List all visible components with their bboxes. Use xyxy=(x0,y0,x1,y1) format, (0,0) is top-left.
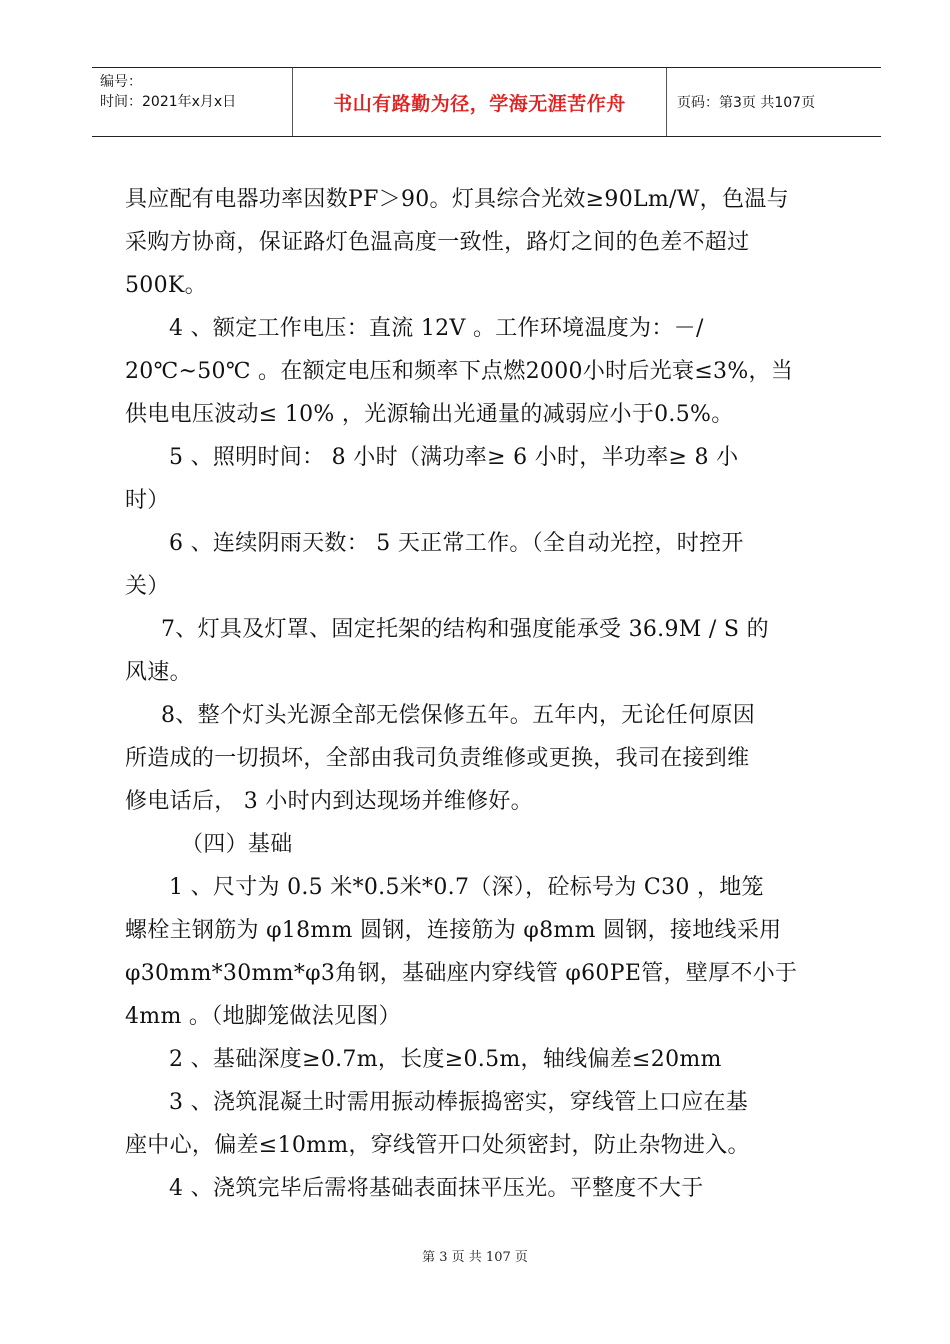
body-line: 采购方协商，保证路灯色温高度一致性，路灯之间的色差不超过 xyxy=(125,230,750,255)
body-line: φ30mm*30mm*φ3角钢，基础座内穿线管 φ60PE管，壁厚不小于 xyxy=(125,961,798,986)
body-line: 所造成的一切损坏，全部由我司负责维修或更换，我司在接到维 xyxy=(125,746,750,771)
body-line: 关） xyxy=(125,574,170,599)
body-line: 7、灯具及灯罩、固定托架的结构和强度能承受 36.9M / S 的 xyxy=(161,617,769,642)
body-line: 6 、连续阴雨天数： 5 天正常工作。（全自动光控，时控开 xyxy=(169,531,744,556)
body-line: 修电话后， 3 小时内到达现场并维修好。 xyxy=(125,789,533,814)
page-header xyxy=(92,67,881,137)
body-line: 8、整个灯头光源全部无偿保修五年。五年内，无论任何原因 xyxy=(161,703,756,728)
header-number-label: 编号： xyxy=(100,74,142,90)
body-line: 5 、照明时间： 8 小时（满功率≥ 6 小时，半功率≥ 8 小 xyxy=(169,445,739,470)
body-line: 500K。 xyxy=(125,273,207,298)
body-line: 2 、基础深度≥0.7m，长度≥0.5m，轴线偏差≤20mm xyxy=(169,1047,722,1072)
header-page-info: 页码：第3页 共107页 xyxy=(677,95,816,111)
document-body xyxy=(125,178,855,1210)
header-meta xyxy=(92,68,292,136)
body-line: 20℃~50℃ 。在额定电压和频率下点燃2000小时后光衰≤3%，当 xyxy=(125,359,794,384)
body-line: 座中心，偏差≤10mm，穿线管开口处须密封，防止杂物进入。 xyxy=(125,1133,750,1158)
body-line: 时） xyxy=(125,488,170,513)
header-time-label: 时间：2021年x月x日 xyxy=(100,94,237,110)
body-line: 4 、浇筑完毕后需将基础表面抹平压光。平整度不大于 xyxy=(169,1176,704,1201)
body-line: 4 、额定工作电压：直流 12V 。工作环境温度为：－/ xyxy=(169,316,704,341)
body-line: 3 、浇筑混凝土时需用振动棒振捣密实，穿线管上口应在基 xyxy=(169,1090,749,1115)
body-line: 螺栓主钢筋为 φ18mm 圆钢，连接筋为 φ8mm 圆钢，接地线采用 xyxy=(125,918,782,943)
body-line: 供电电压波动≤ 10% ，光源输出光通量的减弱应小于0.5%。 xyxy=(125,402,734,427)
section-heading: （四）基础 xyxy=(181,832,293,857)
body-line: 1 、尺寸为 0.5 米*0.5米*0.7（深），砼标号为 C30 ，地笼 xyxy=(169,875,764,900)
header-motto: 书山有路勤为径，学海无涯苦作舟 xyxy=(292,68,667,136)
body-line: 4mm 。（地脚笼做法见图） xyxy=(125,1004,401,1029)
body-line: 风速。 xyxy=(125,660,192,685)
body-line: 具应配有电器功率因数PF＞90。灯具综合光效≥90Lm/W，色温与 xyxy=(125,187,789,212)
page-footer: 第 3 页 共 107 页 xyxy=(422,1250,528,1265)
